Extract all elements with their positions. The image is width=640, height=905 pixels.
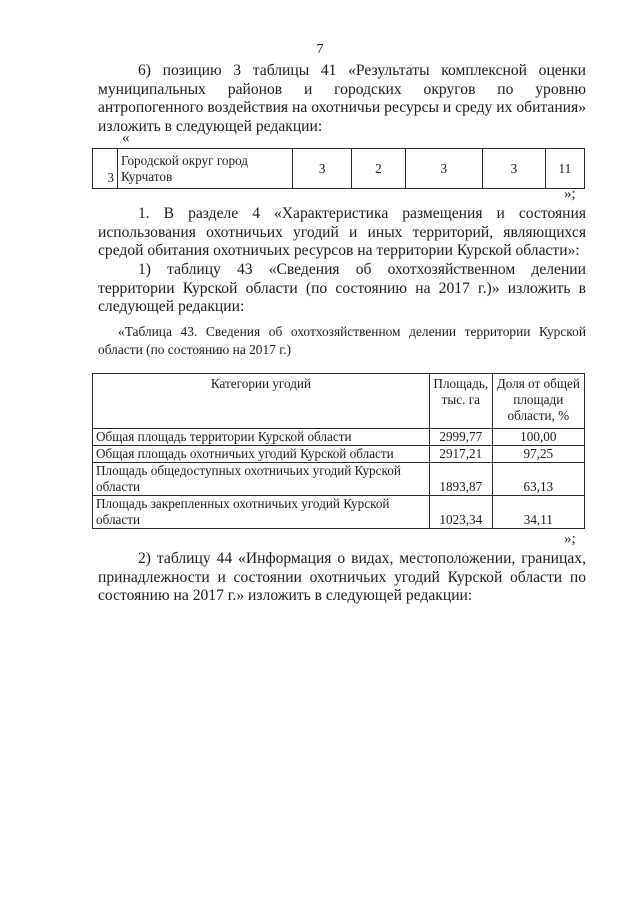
table-43-caption: «Таблица 43. Сведения об охотхозяйственном делении территории Курской области (по состоянию на 2017 г.) (98, 324, 586, 357)
paragraph-table-43: 1) таблицу 43 «Сведения об охотхозяйственном делении территории Курской области (по состоянию на 2017 г.)» изложить в следующей редакции: (98, 261, 586, 315)
table-41-row (92, 148, 585, 189)
cell-value: 3 (483, 149, 546, 189)
cell-value: 3 (293, 149, 352, 189)
table-43 (92, 373, 585, 529)
cell-value: 11 (545, 149, 584, 189)
cell-value: 3 (405, 149, 482, 189)
row-area: 2917,21 (429, 446, 492, 463)
table-row (93, 446, 585, 463)
close-quote-1: »; (564, 186, 576, 202)
row-share: 34,11 (492, 496, 584, 529)
row-category: Площадь общедоступных охотничьих угодий Курской области (93, 463, 430, 496)
open-quote: « (122, 130, 130, 146)
row-share: 97,25 (492, 446, 584, 463)
header-area: Площадь, тыс. га (429, 374, 492, 429)
row-category: Площадь закрепленных охотничьих угодий Курской области (93, 496, 430, 529)
paragraph-section-4: 1. В разделе 4 «Характеристика размещения и состояния использования охотничьих угодий и иных территорий, являющихся средой обитания охотничьих ресурсов на территории Курской области»: (98, 205, 586, 259)
table-row (93, 496, 585, 529)
row-share: 63,13 (492, 463, 584, 496)
cell-value: 2 (352, 149, 405, 189)
row-area: 1023,34 (429, 496, 492, 529)
table-row (93, 149, 585, 189)
header-category: Категории угодий (93, 374, 430, 429)
page-number: 7 (316, 42, 324, 57)
table-row (93, 429, 585, 446)
row-number: 3 (93, 149, 118, 189)
row-category: Общая площадь охотничьих угодий Курской области (93, 446, 430, 463)
row-area: 2999,77 (429, 429, 492, 446)
table-row (93, 463, 585, 496)
row-share: 100,00 (492, 429, 584, 446)
row-category: Общая площадь территории Курской области (93, 429, 430, 446)
paragraph-item-6: 6) позицию 3 таблицы 41 «Результаты комплексной оценки муниципальных районов и городских округов по уровню антропогенного воздействия на охотничьи ресурсы и среду их обитания» изложить в следующей редакции: (98, 62, 586, 135)
row-name: Городской округ город Курчатов (117, 149, 292, 189)
row-area: 1893,87 (429, 463, 492, 496)
paragraph-table-44: 2) таблицу 44 «Информация о видах, местоположении, границах, принадлежности и состоянии охотничьих угодий Курской области по состоянию на 2017 г.» изложить в следующей редакции: (98, 550, 586, 604)
header-share: Доля от общей площади области, % (492, 374, 584, 429)
table-header-row (93, 374, 585, 429)
close-quote-2: »; (564, 531, 576, 547)
